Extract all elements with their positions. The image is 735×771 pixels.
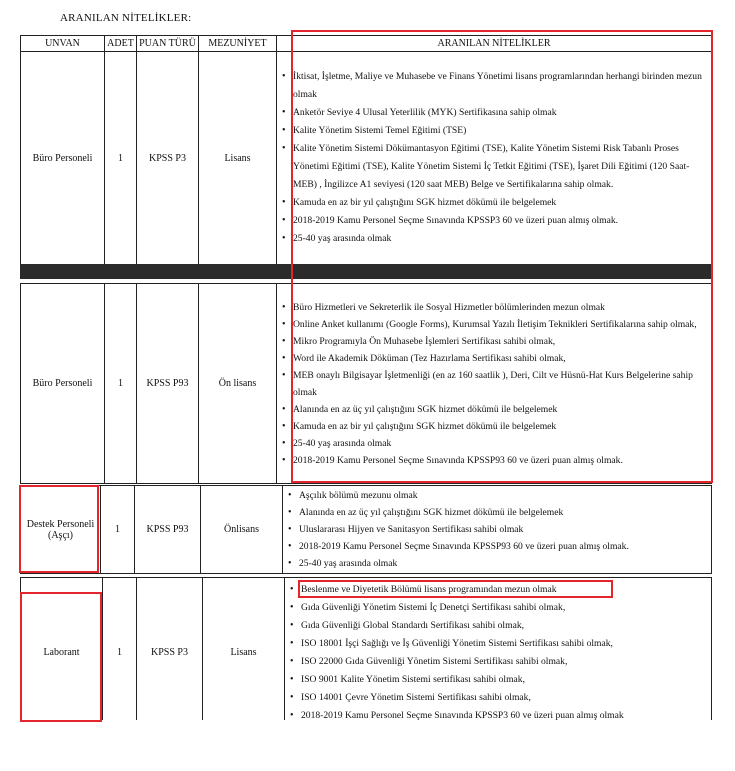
list-item: • 25-40 yaş arasında olmak bbox=[277, 230, 711, 248]
list-item: • 2018-2019 Kamu Personel Seçme Sınavında KPSSP3 60 ve üzeri puan almış olmak bbox=[285, 707, 711, 725]
cell-adet: 1 bbox=[103, 578, 137, 728]
list-item: • MEB onaylı Bilgisayar İşletmenliği (en az 160 saatlik ), Deri, Cilt ve Hüsnü-Hat Kurs Belgelerine sahip olmak bbox=[277, 367, 711, 401]
list-item: • İktisat, İşletme, Maliye ve Muhasebe ve Finans Yönetimi lisans programlarından herhangi birinden mezun olmak bbox=[277, 68, 711, 104]
highlight-box-destek-personeli bbox=[19, 485, 99, 573]
header-mezuniyet: MEZUNİYET bbox=[199, 36, 277, 52]
requirements-table-3 bbox=[20, 485, 712, 574]
list-item: • Kamuda en az bir yıl çalıştığını SGK hizmet dökümü ile belgelemek bbox=[277, 194, 711, 212]
highlight-box-first-requirement bbox=[298, 580, 613, 598]
cell-mezuniyet: Lisans bbox=[203, 578, 285, 728]
list-item: • Alanında en az üç yıl çalıştığını SGK hizmet dökümü ile belgelemek bbox=[283, 504, 711, 521]
highlight-box-nitelikler bbox=[291, 30, 713, 483]
list-item: • Kalite Yönetim Sistemi Dökümantasyon Eğitimi (TSE), Kalite Yönetim Sistemi Risk Tabanlı Proses Yönetimi Eğitimi (TSE), Kalite Yönetim Sistemi İç Tetkit Eğitimi (TSE), İşaret Dili Eğitimi (120 Saat- MEB) , İngilizce A1 seviyesi (120 saat MEB) Belge ve Sertifikalarına sahip olmak. bbox=[277, 140, 711, 194]
cell-nitelikler bbox=[283, 486, 712, 574]
list-item: • Alanında en az üç yıl çalıştığını SGK hizmet dökümü ile belgelemek bbox=[277, 401, 711, 418]
cell-mezuniyet: Ön lisans bbox=[199, 284, 277, 484]
cell-puan-turu: KPSS P3 bbox=[137, 578, 203, 728]
header-unvan: UNVAN bbox=[21, 36, 105, 52]
list-item: • Mikro Programıyla Ön Muhasebe İşlemleri Sertifikası sahibi olmak, bbox=[277, 333, 711, 350]
cell-mezuniyet: Önlisans bbox=[201, 486, 283, 574]
list-item: • Kamuda en az bir yıl çalıştığını SGK hizmet dökümü ile belgelemek bbox=[277, 418, 711, 435]
list-item: • 2018-2019 Kamu Personel Seçme Sınavında KPSSP3 60 ve üzeri puan almış olmak. bbox=[277, 212, 711, 230]
list-item: • 25-40 yaş arasında olmak bbox=[277, 435, 711, 452]
requirements-list bbox=[283, 487, 711, 572]
cell-nitelikler bbox=[285, 578, 712, 728]
table-row bbox=[21, 486, 712, 574]
cell-unvan: Laborant bbox=[21, 578, 103, 728]
list-item: • Aşçılık bölümü mezunu olmak bbox=[283, 487, 711, 504]
cell-puan-turu: KPSS P93 bbox=[135, 486, 201, 574]
table-row bbox=[21, 578, 712, 728]
list-item: • Gıda Güvenliği Global Standardı Sertifikası sahibi olmak, bbox=[285, 617, 711, 635]
list-item: • Anketör Seviye 4 Ulusal Yeterlilik (MYK) Sertifikasına sahip olmak bbox=[277, 104, 711, 122]
cell-adet: 1 bbox=[105, 52, 137, 265]
list-item: • 2018-2019 Kamu Personel Seçme Sınavında KPSSP93 60 ve üzeri puan almış olmak. bbox=[277, 452, 711, 469]
list-item: • Kalite Yönetim Sistemi Temel Eğitimi (TSE) bbox=[277, 122, 711, 140]
list-item: • 25-40 yaş arasında olmak bbox=[283, 555, 711, 572]
list-item: • Büro Hizmetleri ve Sekreterlik ile Sosyal Hizmetler bölümlerinden mezun olmak bbox=[277, 299, 711, 316]
highlight-box-laborant bbox=[20, 592, 102, 722]
list-item: • ISO 22000 Gıda Güvenliği Yönetim Sistemi Sertifikası sahibi olmak, bbox=[285, 653, 711, 671]
requirements-list bbox=[285, 581, 711, 725]
list-item: • Online Anket kullanımı (Google Forms), Kurumsal Yazılı İletişim Teknikleri Sertifikalarına sahip olmak, bbox=[277, 316, 711, 333]
cell-puan-turu: KPSS P3 bbox=[137, 52, 199, 265]
bottom-crop bbox=[0, 720, 735, 771]
list-item: • ISO 18001 İşçi Sağlığı ve İş Güvenliği Yönetim Sistemi Sertifikası sahibi olmak, bbox=[285, 635, 711, 653]
list-item: • 2018-2019 Kamu Personel Seçme Sınavında KPSSP93 60 ve üzeri puan almış olmak. bbox=[283, 538, 711, 555]
requirements-table-4 bbox=[20, 577, 712, 728]
cell-puan-turu: KPSS P93 bbox=[137, 284, 199, 484]
list-item: • ISO 9001 Kalite Yönetim Sistemi sertifikası sahibi olmak, bbox=[285, 671, 711, 689]
header-nitelikler: ARANILAN NİTELİKLER bbox=[277, 36, 712, 52]
document-title: ARANILAN NİTELİKLER: bbox=[60, 12, 192, 24]
list-item: • Beslenme ve Diyetetik Bölümü lisans programından mezun olmak bbox=[285, 581, 711, 599]
cell-unvan: Destek Personeli (Aşçı) bbox=[21, 486, 101, 574]
list-item: • Gıda Güvenliği Yönetim Sistemi İç Denetçi Sertifikası sahibi olmak, bbox=[285, 599, 711, 617]
cell-unvan: Büro Personeli bbox=[21, 284, 105, 484]
list-item: • ISO 14001 Çevre Yönetim Sistemi Sertifikası sahibi olmak, bbox=[285, 689, 711, 707]
list-item: • Word ile Akademik Döküman (Tez Hazırlama Sertifikası sahibi olmak, bbox=[277, 350, 711, 367]
cell-mezuniyet: Lisans bbox=[199, 52, 277, 265]
cell-unvan: Büro Personeli bbox=[21, 52, 105, 265]
cell-adet: 1 bbox=[105, 284, 137, 484]
cell-adet: 1 bbox=[101, 486, 135, 574]
list-item: • Uluslararası Hijyen ve Sanitasyon Sertifikası sahibi olmak bbox=[283, 521, 711, 538]
header-adet: ADET bbox=[105, 36, 137, 52]
header-puan-turu: PUAN TÜRÜ bbox=[137, 36, 199, 52]
